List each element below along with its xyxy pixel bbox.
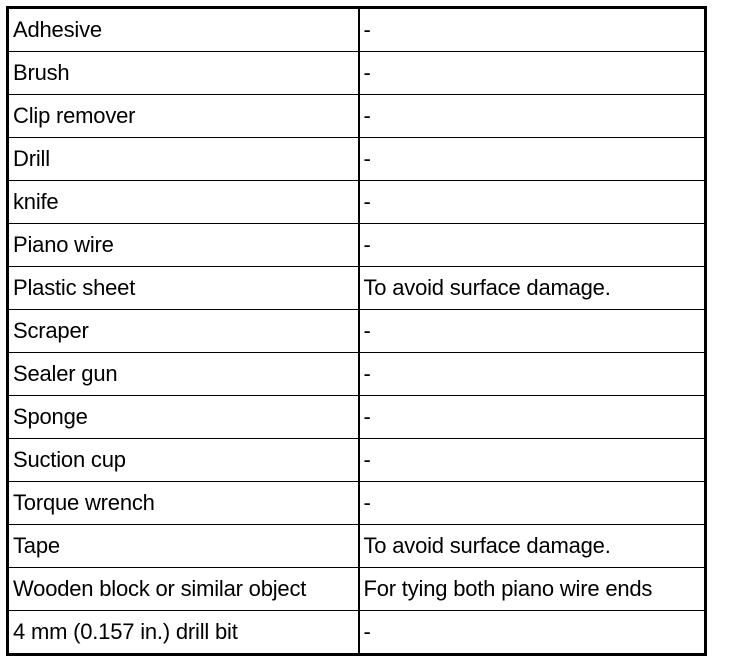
tool-name-cell: knife bbox=[8, 181, 359, 224]
table-row bbox=[8, 181, 706, 224]
table-row bbox=[8, 310, 706, 353]
tool-name-cell: 4 mm (0.157 in.) drill bit bbox=[8, 611, 359, 655]
table-row bbox=[8, 396, 706, 439]
tool-name-cell: Plastic sheet bbox=[8, 267, 359, 310]
tool-note-cell: - bbox=[359, 181, 706, 224]
tool-name-cell: Scraper bbox=[8, 310, 359, 353]
table-row bbox=[8, 525, 706, 568]
table-row bbox=[8, 267, 706, 310]
table-row bbox=[8, 138, 706, 181]
tool-note-cell: - bbox=[359, 439, 706, 482]
tool-name-cell: Adhesive bbox=[8, 8, 359, 52]
tool-note-cell: - bbox=[359, 611, 706, 655]
table-row bbox=[8, 482, 706, 525]
tool-note-cell: - bbox=[359, 52, 706, 95]
tool-name-cell: Sponge bbox=[8, 396, 359, 439]
tool-note-cell: - bbox=[359, 224, 706, 267]
table-row bbox=[8, 568, 706, 611]
tool-note-cell: - bbox=[359, 310, 706, 353]
tool-note-cell: - bbox=[359, 396, 706, 439]
tool-name-cell: Brush bbox=[8, 52, 359, 95]
table-row bbox=[8, 52, 706, 95]
tool-note-cell: - bbox=[359, 482, 706, 525]
tool-name-cell: Torque wrench bbox=[8, 482, 359, 525]
tool-note-cell: To avoid surface damage. bbox=[359, 267, 706, 310]
table-row bbox=[8, 8, 706, 52]
tool-name-cell: Drill bbox=[8, 138, 359, 181]
table-row bbox=[8, 439, 706, 482]
table-row bbox=[8, 95, 706, 138]
tool-note-cell: - bbox=[359, 95, 706, 138]
tool-name-cell: Tape bbox=[8, 525, 359, 568]
tool-name-cell: Suction cup bbox=[8, 439, 359, 482]
tool-note-cell: - bbox=[359, 8, 706, 52]
tool-name-cell: Piano wire bbox=[8, 224, 359, 267]
tool-name-cell: Wooden block or similar object bbox=[8, 568, 359, 611]
tool-note-cell: To avoid surface damage. bbox=[359, 525, 706, 568]
table-row bbox=[8, 224, 706, 267]
tools-table bbox=[6, 6, 707, 656]
tools-table-body bbox=[8, 8, 706, 655]
tool-note-cell: - bbox=[359, 353, 706, 396]
tool-name-cell: Clip remover bbox=[8, 95, 359, 138]
tool-note-cell: For tying both piano wire ends bbox=[359, 568, 706, 611]
table-row bbox=[8, 353, 706, 396]
tool-note-cell: - bbox=[359, 138, 706, 181]
tool-name-cell: Sealer gun bbox=[8, 353, 359, 396]
